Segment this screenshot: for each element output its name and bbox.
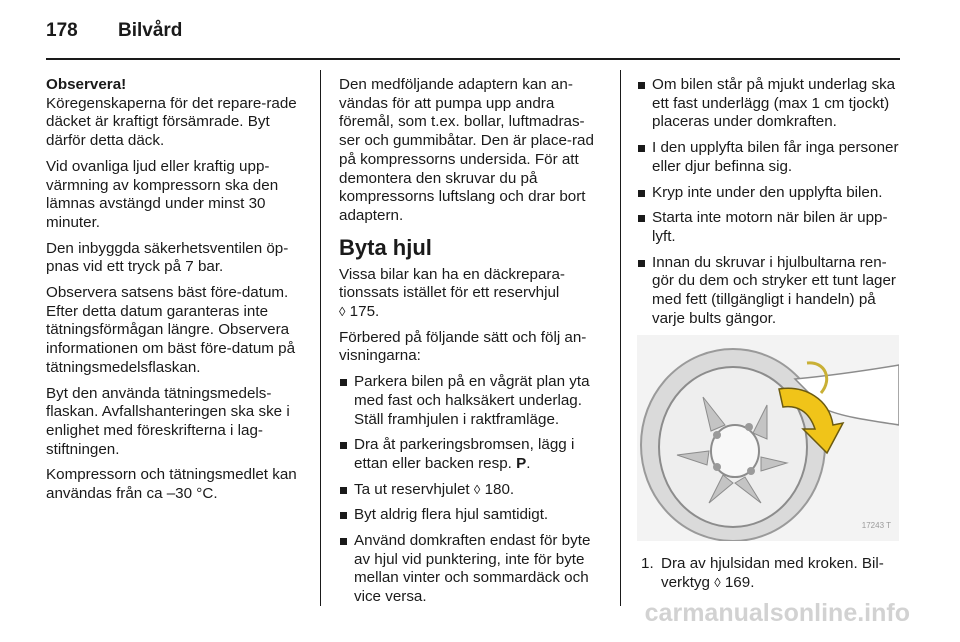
list-item-end: . (526, 454, 531, 472)
reference-icon: ◊ (473, 481, 481, 497)
section-heading: Byta hjul (339, 234, 432, 260)
list-item (339, 532, 605, 607)
column-divider-2 (620, 70, 621, 606)
bullet-list (637, 76, 903, 328)
column-divider-1 (320, 70, 321, 606)
list-item (339, 506, 605, 525)
paragraph: Den inbyggda säkerhetsventilen öp-pnas vid ett tryck på 7 bar. (46, 239, 289, 276)
list-item-text: I den upplyfta bilen får inga personer eller djur befinna sig. (652, 139, 899, 175)
bullet-list (339, 373, 605, 607)
list-item-text: Dra åt parkeringsbromsen, lägg i ettan eller backen resp. (354, 436, 575, 472)
step-list (637, 555, 903, 592)
page-reference[interactable]: 169. (724, 574, 755, 592)
list-item (339, 481, 605, 500)
wheel-bolt-shape (713, 463, 721, 471)
list-item-text: Använd domkraften endast för byte av hjul vid punktering, inte för byte mellan vinter och sommardäck och vice versa. (354, 532, 591, 606)
gear-letter: P (516, 454, 527, 472)
bullet-square-icon (638, 190, 645, 197)
list-item-text: Kryp inte under den upplyfta bilen. (652, 183, 883, 201)
list-item-text: Innan du skruvar i hjulbultarna ren-gör du dem och stryker ett tunt lager med fett (tillgängligt i handeln) på varje bults gängor. (652, 253, 896, 327)
list-item (637, 76, 903, 132)
wheel-cover-drawing (637, 335, 899, 541)
figure-id: 17243 T (861, 520, 891, 530)
paragraph: Observera satsens bäst före-datum. Efter detta datum garanteras inte tätningsförmågan längre. Observera informationen om bäst före-datum på tätningsmedelsflaskan. (46, 284, 296, 376)
list-item (637, 184, 903, 203)
paragraph-text: Vissa bilar kan ha en däckrepara-tionssats istället för ett reservhjul (339, 265, 565, 302)
bullet-square-icon (638, 260, 645, 267)
page-reference[interactable]: 175. (349, 303, 380, 321)
paragraph: Kompressorn och tätningsmedlet kan användas från ca –30 °C. (46, 466, 297, 503)
step-text: Dra av hjulsidan med kroken. Bil-verktyg (661, 555, 884, 592)
wheel-bolt-shape (747, 467, 755, 475)
wheel-bolt-shape (745, 423, 753, 431)
header-rule (46, 58, 900, 60)
note-heading: Observera! (46, 76, 127, 93)
list-item (339, 436, 605, 473)
list-item (637, 209, 903, 246)
bullet-square-icon (340, 487, 347, 494)
step-item (637, 555, 903, 592)
list-item-text: Ta ut reservhjulet (354, 480, 470, 498)
paragraph: Byt den använda tätningsmedels-flaskan. Avfallshanteringen ska ske i enlighet med föreskrifterna i lag-stiftningen. (46, 384, 290, 458)
paragraph-repair-kit (339, 266, 605, 322)
list-item-text: Om bilen står på mjukt underlag ska ett fast underlägg (max 1 cm tjockt) placeras under domkraften. (652, 76, 896, 131)
bullet-square-icon (638, 215, 645, 222)
paragraph: Köregenskaperna för det repare-rade däcket är kraftigt försämrade. Byt därför detta däck. (46, 94, 297, 150)
column-3 (637, 76, 903, 593)
page-title: Bilvård (118, 20, 183, 41)
reference-icon: ◊ (714, 575, 721, 591)
paragraph-adapter: Den medföljande adaptern kan an-vändas för att pumpa upp andra föremål, som t.ex. bollar, luftmadras-ser och gummibåtar. Den är place-rad på kompressorns undersida. För att demontera den skruvar du på kompressorns luftslang och drar bort adaptern. (339, 76, 594, 224)
list-item (637, 254, 903, 329)
paragraph: Vid ovanliga ljud eller kraftig upp-värmning av kompressorn ska den lämnas avstängd under minst 30 minuter. (46, 157, 279, 231)
column-2 (339, 76, 605, 614)
bullet-square-icon (638, 145, 645, 152)
bullet-square-icon (340, 442, 347, 449)
wheel-bolt-shape (713, 431, 721, 439)
bullet-square-icon (340, 379, 347, 386)
reference-icon: ◊ (339, 304, 346, 320)
page-reference[interactable]: 180. (484, 480, 515, 498)
column-1 (46, 76, 304, 511)
bullet-square-icon (638, 82, 645, 89)
list-item (339, 373, 605, 429)
list-item-text: Parkera bilen på en vågrät plan yta med fast och halksäkert underlag. Ställ framhjulen i raktframläge. (354, 373, 590, 428)
bullet-square-icon (340, 512, 347, 519)
wheel-cover-illustration (637, 335, 899, 541)
paragraph: Förbered på följande sätt och följ an-visningarna: (339, 328, 587, 365)
bullet-square-icon (340, 538, 347, 545)
watermark: carmanualsonline.info (644, 599, 910, 627)
list-item (637, 139, 903, 176)
step-number: 1. (641, 555, 654, 573)
list-item-text: Starta inte motorn när bilen är upp-lyft. (652, 209, 888, 245)
page-number: 178 (46, 20, 78, 41)
list-item-text: Byt aldrig flera hjul samtidigt. (354, 506, 549, 524)
